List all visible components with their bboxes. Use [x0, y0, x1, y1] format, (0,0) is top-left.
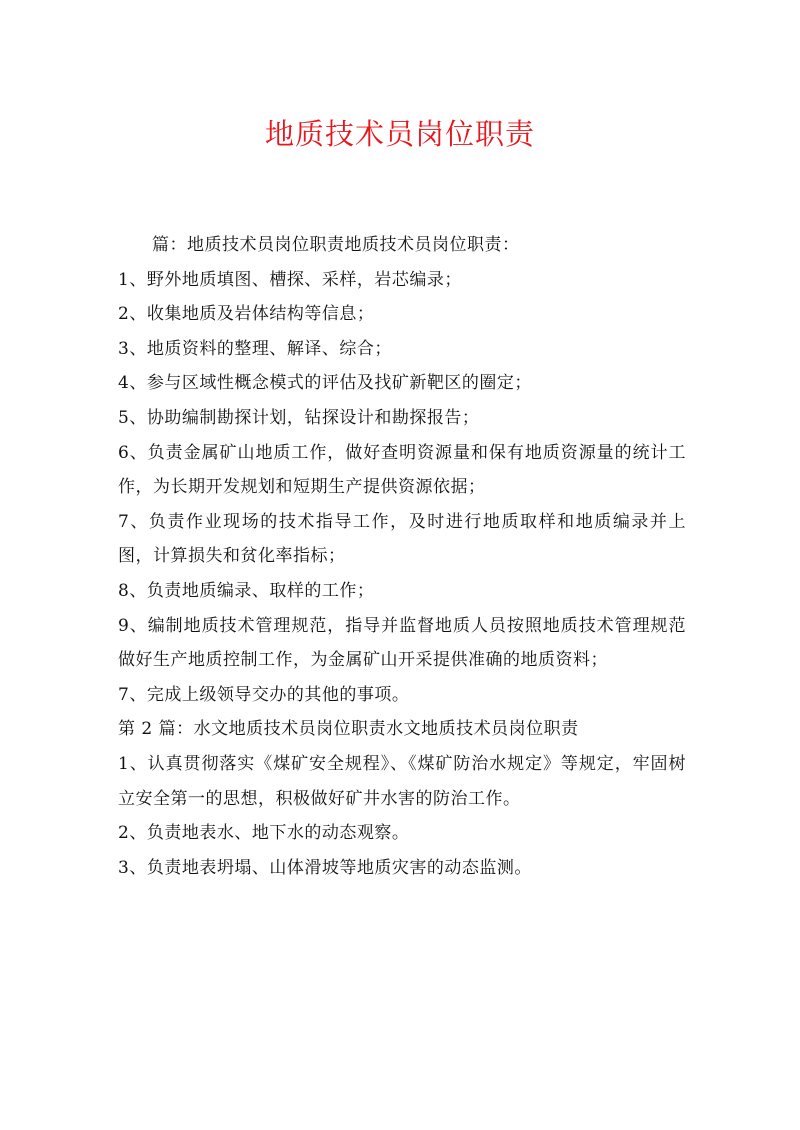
paragraph-item: 6、负责金属矿山地质工作，做好查明资源量和保有地质资源量的统计工作，为长期开发规划和短期生产提供资源依据；: [118, 442, 686, 498]
paragraph-item: 2、收集地质及岩体结构等信息；: [118, 304, 375, 325]
paragraph-item: 1、野外地质填图、槽探、采样，岩芯编录；: [118, 269, 462, 290]
paragraph-item: 8、负责地质编录、取样的工作；: [118, 580, 375, 601]
paragraph-item: 2、负责地表水、地下水的动态观察。: [118, 823, 410, 844]
paragraph-item: 4、参与区域性概念模式的评估及找矿新靶区的圈定；: [118, 373, 532, 394]
paragraph-item: 5、协助编制勘探计划，钻探设计和勘探报告；: [118, 407, 480, 428]
paragraph-item: 7、负责作业现场的技术指导工作，及时进行地质取样和地质编录并上图，计算损失和贫化率指标；: [118, 511, 686, 567]
paragraph-item: 9、编制地质技术管理规范，指导并监督地质人员按照地质技术管理规范做好生产地质控制工作，为金属矿山开采提供准确的地质资料；: [118, 615, 686, 671]
document-body: [118, 228, 686, 885]
document-title: 地质技术员岗位职责: [264, 117, 535, 151]
paragraph-intro: 篇：地质技术员岗位职责地质技术员岗位职责：: [152, 235, 520, 255]
paragraph-item: 1、认真贯彻落实《煤矿安全规程》、《煤矿防治水规定》等规定，牢固树立安全第一的思想，积极做好矿井水害的防治工作。: [118, 753, 686, 809]
paragraph-item: 3、负责地表坍塌、山体滑坡等地质灾害的动态监测。: [118, 857, 532, 878]
section-heading: 第 2 篇：水文地质技术员岗位职责水文地质技术员岗位职责: [118, 719, 579, 740]
paragraph-item: 3、地质资料的整理、解译、综合；: [118, 338, 392, 359]
paragraph-item: 7、完成上级领导交办的其他的事项。: [118, 684, 410, 705]
